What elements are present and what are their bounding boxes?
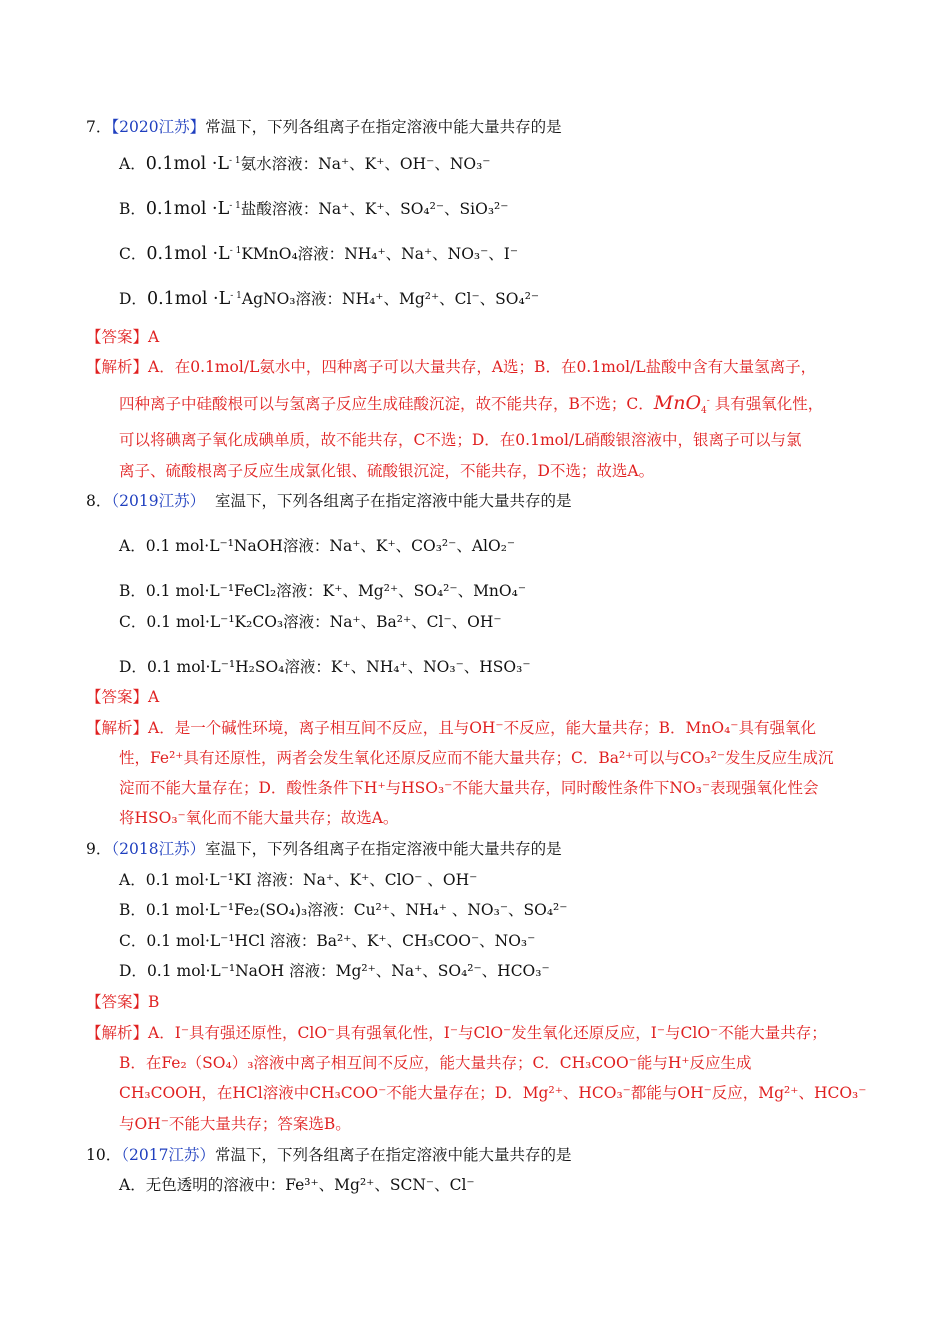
q8-option-c: C．0.1 mol·L⁻¹K₂CO₃溶液：Na⁺、Ba²⁺、Cl⁻、OH⁻ [119, 613, 502, 631]
q10-option-a: A．无色透明的溶液中：Fe³⁺、Mg²⁺、SCN⁻、Cl⁻ [119, 1176, 475, 1194]
q9-analysis-line-2: B．在Fe₂（SO₄）₃溶液中离子相互间不反应，能大量共存；C．CH₃COO⁻能与H⁺反应生成 [119, 1054, 752, 1072]
q9-analysis-line-4: 与OH⁻不能大量共存；答案选B。 [119, 1115, 351, 1133]
question-text: 常温下，下列各组离子在指定溶液中能大量共存的是 [205, 118, 562, 136]
q8-option-d: D．0.1 mol·L⁻¹H₂SO₄溶液：K⁺、NH₄⁺、NO₃⁻、HSO₃⁻ [119, 658, 531, 676]
q7-option-b: B．$0.1mol \cdot L^{- 1}$盐酸溶液：Na⁺、K⁺、SO₄²⁻、SiO₃²⁻ [119, 199, 509, 219]
q8-option-b: B．0.1 mol·L⁻¹FeCl₂溶液：K⁺、Mg²⁺、SO₄²⁻、MnO₄⁻ [119, 582, 527, 600]
q7-answer: 【答案】A [86, 328, 160, 346]
q9-option-c: C．0.1 mol·L⁻¹HCl 溶液：Ba²⁺、K⁺、CH₃COO⁻、NO₃⁻ [119, 932, 536, 950]
q9-option-b: B．0.1 mol·L⁻¹Fe₂(SO₄)₃溶液：Cu²⁺、NH₄⁺ 、NO₃⁻、SO₄²⁻ [119, 901, 568, 919]
q9-analysis-line-3: CH₃COOH，在HCl溶液中CH₃COO⁻不能大量存在；D．Mg²⁺、HCO₃⁻都能与OH⁻反应，Mg²⁺、HCO₃⁻ [119, 1084, 867, 1102]
question-8-stem: 8．（2019江苏） 室温下，下列各组离子在指定溶液中能大量共存的是 [86, 492, 572, 510]
q7-analysis-line-3: 可以将碘离子氧化成碘单质，故不能共存，C不选；D．在0.1mol/L硝酸银溶液中，银离子可以与氯 [119, 431, 802, 449]
q9-option-d: D．0.1 mol·L⁻¹NaOH 溶液：Mg²⁺、Na⁺、SO₄²⁻、HCO₃⁻ [119, 962, 550, 980]
q8-analysis-line-4: 将HSO₃⁻氧化而不能大量共存；故选A。 [119, 809, 399, 827]
question-9-stem: 9．（2018江苏）室温下，下列各组离子在指定溶液中能大量共存的是 [86, 840, 562, 858]
q8-analysis-line-2: 性，Fe²⁺具有还原性，两者会发生氧化还原反应而不能大量共存；C．Ba²⁺可以与CO₃²⁻发生反应生成沉 [119, 749, 834, 767]
q7-option-c: C．$0.1mol \cdot L^{- 1}KMnO_4$溶液：NH₄⁺、Na⁺、NO₃⁻、I⁻ [119, 244, 519, 264]
question-7-stem [86, 117, 562, 137]
q7-option-a: A．$0.1mol \cdot L^{- 1}$氨水溶液：Na⁺、K⁺、OH⁻、NO₃⁻ [119, 154, 491, 174]
q9-option-a: A．0.1 mol·L⁻¹KI 溶液：Na⁺、K⁺、ClO⁻ 、OH⁻ [119, 871, 478, 889]
q7-analysis-line-4: 离子、硫酸根离子反应生成氯化银、硫酸银沉淀，不能共存，D不选；故选A。 [119, 462, 655, 480]
q8-analysis-line-1: 【解析】A．是一个碱性环境，离子相互间不反应，且与OH⁻不反应，能大量共存；B．MnO₄⁻具有强氧化 [86, 719, 816, 737]
q7-analysis-line-1: 【解析】A．在0.1mol/L氨水中，四种离子可以大量共存，A选；B．在0.1mol/L盐酸中含有大量氢离子， [86, 358, 817, 376]
q9-analysis-line-1: 【解析】A．I⁻具有强还原性，ClO⁻具有强氧化性，I⁻与ClO⁻发生氧化还原反应，I⁻与ClO⁻不能大量共存； [86, 1024, 827, 1042]
question-10-stem: 10．（2017江苏）常温下，下列各组离子在指定溶液中能大量共存的是 [86, 1146, 572, 1164]
question-number: 7． [86, 118, 112, 136]
q8-option-a: A．0.1 mol·L⁻¹NaOH溶液：Na⁺、K⁺、CO₃²⁻、AlO₂⁻ [119, 537, 516, 555]
q8-answer: 【答案】A [86, 688, 160, 706]
q7-option-d: D．$0.1mol \cdot L^{- 1}AgNO_3$溶液：NH₄⁺、Mg²⁺、Cl⁻、SO₄²⁻ [119, 289, 540, 309]
q8-analysis-line-3: 淀而不能大量存在；D．酸性条件下H⁺与HSO₃⁻不能大量共存，同时酸性条件下NO₃⁻表现强氧化性会 [119, 779, 819, 797]
question-source: 【2020江苏】 [111, 118, 206, 136]
q9-answer: 【答案】B [86, 993, 160, 1011]
mno4-formula: MnO [653, 392, 702, 414]
q7-analysis-line-2: 四种离子中硅酸根可以与氢离子反应生成硅酸沉淀，故不能共存，B不选；C．MnO$_4$- 具有强氧化性， [119, 392, 824, 417]
